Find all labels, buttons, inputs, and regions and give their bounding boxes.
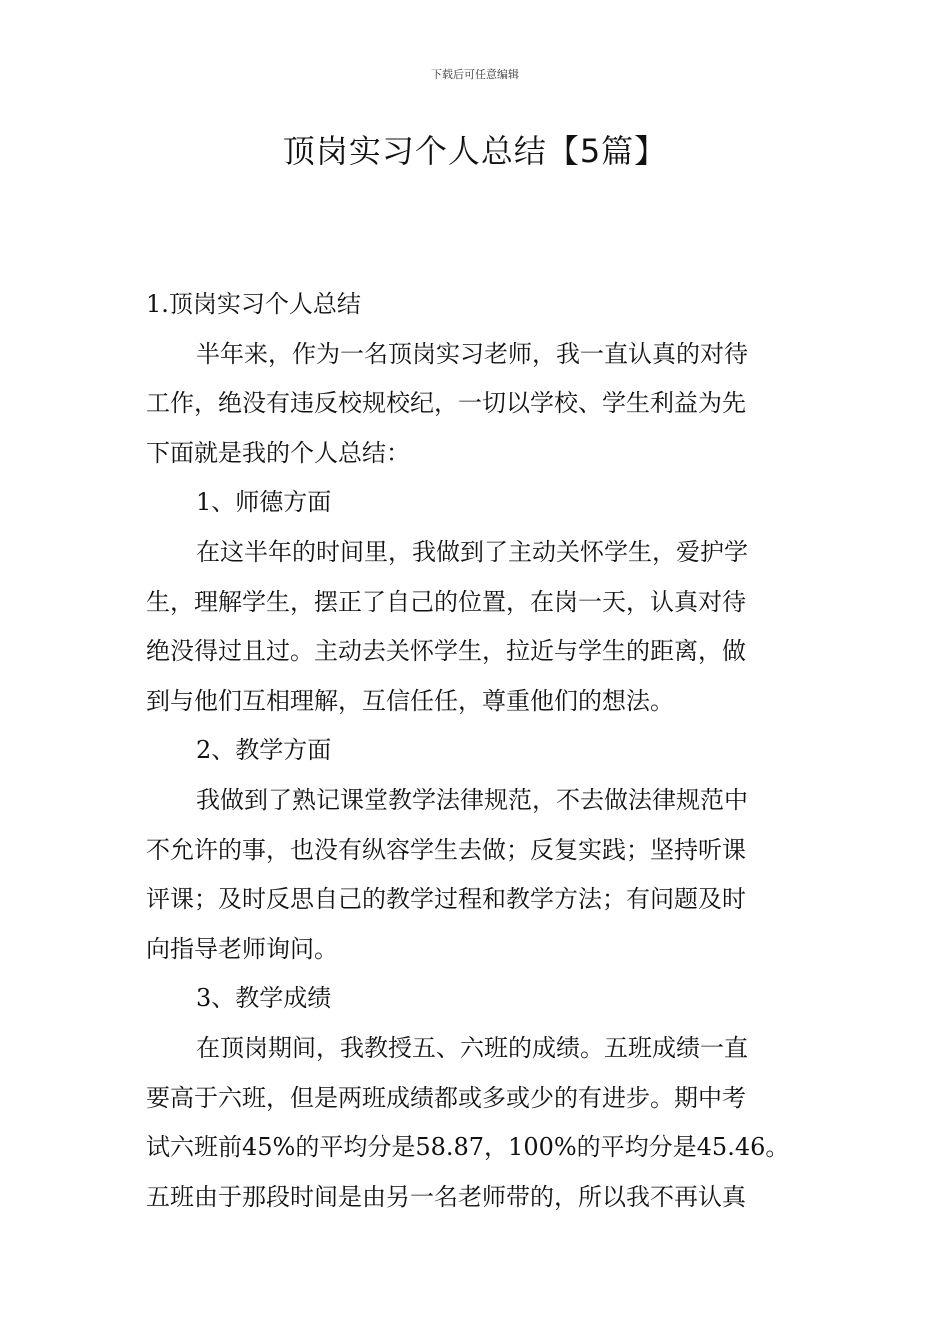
section-heading: 1.顶岗实习个人总结 [146,290,361,318]
document-body [146,280,816,1222]
paragraph-line: 生，理解学生，摆正了自己的位置，在岗一天，认真对待 [146,587,746,616]
paragraph-line: 不允许的事，也没有纵容学生去做；反复实践；坚持听课 [146,835,746,864]
document-title: 顶岗实习个人总结【5篇】 [282,132,668,170]
paragraph-line: 工作，绝没有违反校规校纪，一切以学校、学生利益为先 [146,389,746,418]
subsection-heading: 3、教学成绩 [196,984,332,1013]
paragraph-line: 我做到了熟记课堂教学法律规范，不去做法律规范中 [196,785,748,814]
paragraph-line: 在顶岗期间，我教授五、六班的成绩。五班成绩一直 [196,1033,748,1062]
paragraph-line: 五班由于那段时间是由另一名老师带的，所以我不再认真 [146,1182,746,1211]
subsection-heading: 2、教学方面 [196,736,332,765]
paragraph-line: 评课；及时反思自己的教学过程和教学方法；有问题及时 [146,885,746,914]
paragraph-line: 到与他们互相理解，互信任任，尊重他们的想法。 [146,686,674,715]
header-note: 下载后可任意编辑 [431,68,519,81]
paragraph-line: 半年来，作为一名顶岗实习老师，我一直认真的对待 [196,339,748,368]
paragraph-line: 在这半年的时间里，我做到了主动关怀学生，爱护学 [196,537,748,566]
paragraph-line: 向指导老师询问。 [146,934,338,963]
paragraph-line: 绝没得过且过。主动去关怀学生，拉近与学生的距离，做 [146,637,746,666]
paragraph-line: 要高于六班，但是两班成绩都或多或少的有进步。期中考 [146,1083,746,1112]
paragraph-line: 试六班前45%的平均分是58.87，100%的平均分是45.46。 [146,1133,790,1162]
subsection-heading: 1、师德方面 [196,488,332,517]
paragraph-line: 下面就是我的个人总结： [146,438,410,467]
